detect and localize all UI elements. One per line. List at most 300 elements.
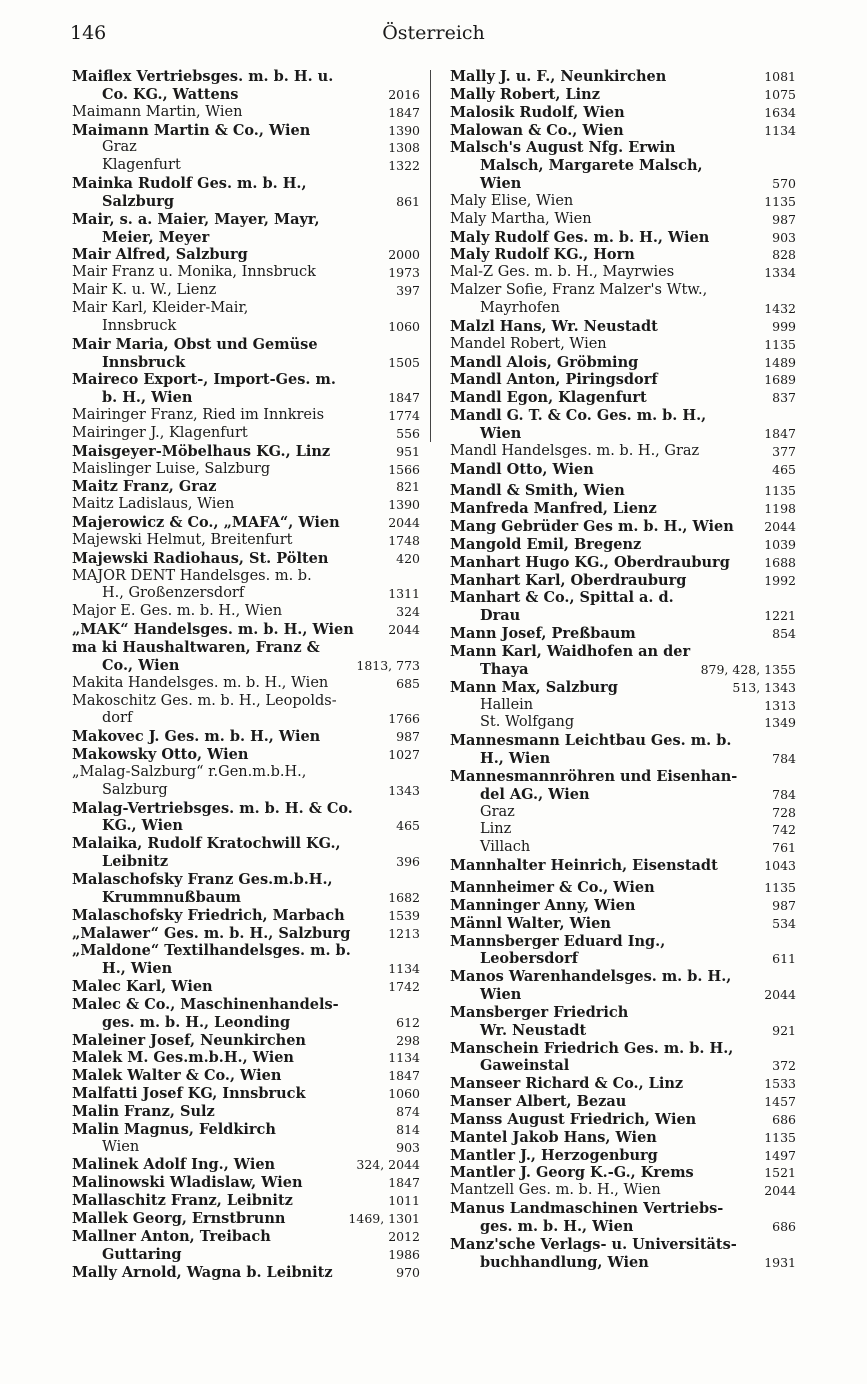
entry-name: Major E. Ges. m. b. H., Wien — [72, 603, 283, 620]
entry-continuation: buchhandlung, Wien — [480, 1253, 649, 1271]
entry-page-number: 465 — [769, 461, 796, 479]
entry-name: „Malag-Salzburg“ r.Gen.m.b.H., — [72, 763, 307, 780]
directory-entry — [450, 318, 796, 336]
entry-name: Manninger Anny, Wien — [450, 896, 636, 914]
entry-continuation: Linz — [480, 821, 512, 838]
directory-entry — [450, 86, 796, 104]
entry-page-number: 784 — [769, 786, 796, 804]
page-title: Österreich — [382, 22, 485, 44]
entry-page-number: 2012 — [385, 1228, 420, 1246]
entry-name: Malinowski Wladislaw, Wien — [72, 1174, 303, 1192]
entry-page-number: 1742 — [385, 978, 420, 996]
entry-page-number: 420 — [393, 550, 420, 568]
entry-continuation: Wien — [480, 175, 522, 193]
entry-name: Manos Warenhandelsges. m. b. H., — [450, 968, 732, 986]
entry-continuation: Salzburg — [102, 192, 175, 210]
entry-name: Mair Karl, Kleider-Mair, — [72, 299, 249, 316]
directory-entry — [450, 461, 796, 479]
entry-name: Malag-Vertriebsges. m. b. H. & Co. — [72, 799, 353, 817]
directory-entry — [72, 1264, 420, 1282]
entry-continuation: Innsbruck — [102, 353, 186, 371]
entry-continuation: Gaweinstal — [480, 1057, 570, 1075]
entry-name: Maly Martha, Wien — [450, 210, 592, 227]
entry-page-number: 2044 — [385, 621, 420, 639]
directory-entry — [450, 518, 796, 536]
entry-name: Mantler J. Georg K.-G., Krems — [450, 1164, 694, 1182]
right-column — [450, 68, 796, 1272]
directory-entry — [450, 679, 796, 697]
entry-continuation: H., Wien — [102, 960, 173, 978]
entry-page-number: 1060 — [385, 318, 420, 336]
entry-continuation: dorf — [102, 710, 133, 727]
entry-name: Maimann Martin & Co., Wien — [72, 121, 311, 139]
entry-name: Makoschitz Ges. m. b. H., Leopolds- — [72, 692, 337, 709]
entry-name: Mann Josef, Preßbaum — [450, 625, 636, 643]
entry-name: Mally Robert, Linz — [450, 85, 600, 103]
directory-entry — [72, 675, 420, 693]
entry-name: Mantzell Ges. m. b. H., Wien — [450, 1182, 661, 1199]
entry-page-number: 951 — [393, 443, 420, 461]
directory-entry — [72, 800, 420, 836]
entry-page-number: 1847 — [385, 389, 420, 407]
directory-entry — [72, 693, 420, 729]
entry-page-number: 903 — [393, 1139, 420, 1157]
entry-name: Makovec J. Ges. m. b. H., Wien — [72, 728, 321, 746]
entry-name: Maleiner Josef, Neunkirchen — [72, 1031, 306, 1049]
entry-name: Malfatti Josef KG, Innsbruck — [72, 1085, 306, 1103]
entry-page-number: 1075 — [761, 86, 796, 104]
entry-continuation: Meier, Meyer — [102, 228, 210, 246]
entry-continuation: b. H., Wien — [102, 389, 193, 407]
entry-name: Malosik Rudolf, Wien — [450, 103, 625, 121]
entry-page-number: 1198 — [761, 500, 796, 518]
entry-page-number: 2000 — [385, 246, 420, 264]
entry-page-number: 1043 — [761, 857, 796, 875]
entry-page-number: 1135 — [761, 1129, 796, 1147]
entry-continuation: Villach — [480, 839, 531, 856]
entry-page-number: 1349 — [761, 714, 796, 732]
entry-page-number: 1213 — [385, 925, 420, 943]
entry-name: Mairinger J., Klagenfurt — [72, 424, 248, 441]
entry-page-number: 1011 — [385, 1192, 420, 1210]
entry-page-number: 1931 — [761, 1254, 796, 1272]
entry-page-number: 570 — [769, 175, 796, 193]
entry-page-number: 1634 — [761, 104, 796, 122]
entry-name: Manus Landmaschinen Vertriebs- — [450, 1200, 724, 1218]
directory-entry — [450, 768, 796, 804]
directory-entry — [72, 1192, 420, 1210]
entry-page-number: 1457 — [761, 1093, 796, 1111]
directory-entry — [72, 1156, 420, 1174]
directory-entry — [72, 835, 420, 871]
entry-name: Mandl Handelsges. m. b. H., Graz — [450, 442, 700, 459]
directory-entry — [450, 1182, 796, 1200]
entry-page-number: 987 — [769, 897, 796, 915]
entry-page-number: 612 — [393, 1014, 420, 1032]
entry-page-number: 2044 — [761, 986, 796, 1004]
directory-entry — [72, 568, 420, 604]
entry-continuation: Hallein — [480, 696, 534, 713]
entry-page-number: 513, 1343 — [729, 679, 796, 697]
entry-name: Manhart Hugo KG., Oberdrauburg — [450, 553, 730, 571]
entry-page-number: 854 — [769, 625, 796, 643]
directory-entry — [450, 1129, 796, 1147]
entry-page-number: 1308 — [385, 139, 420, 157]
entry-name: Maiflex Vertriebsges. m. b. H. u. — [72, 68, 334, 85]
entry-continuation: Krummnußbaum — [102, 888, 241, 906]
entry-name: Malaika, Rudolf Kratochwill KG., — [72, 835, 341, 853]
directory-entry — [450, 1147, 796, 1165]
directory-entry — [72, 104, 420, 122]
entry-name: Maisgeyer-Möbelhaus KG., Linz — [72, 442, 331, 460]
directory-entry — [450, 68, 796, 86]
entry-page-number: 1505 — [385, 354, 420, 372]
entry-name: Malin Franz, Sulz — [72, 1102, 215, 1120]
directory-entry — [72, 425, 420, 443]
directory-entry — [72, 282, 420, 300]
directory-entry — [72, 1121, 420, 1139]
directory-entry — [450, 897, 796, 915]
entry-page-number: 921 — [769, 1022, 796, 1040]
directory-entry — [72, 407, 420, 425]
directory-entry — [450, 714, 796, 732]
entry-name: MAJOR DENT Handelsges. m. b. — [72, 567, 312, 584]
directory-entry — [450, 104, 796, 122]
directory-entry — [72, 1174, 420, 1192]
directory-entry — [72, 300, 420, 336]
entry-page-number: 1134 — [761, 122, 796, 140]
entry-name: Malaschofsky Friedrich, Marbach — [72, 906, 345, 924]
directory-entry — [450, 389, 796, 407]
entry-continuation: Wien — [102, 1138, 140, 1155]
entry-page-number: 1689 — [761, 371, 796, 389]
entry-continuation: Guttaring — [102, 1245, 182, 1263]
directory-entry — [450, 122, 796, 140]
entry-name: Makowsky Otto, Wien — [72, 746, 249, 764]
entry-page-number: 742 — [769, 821, 796, 839]
left-column — [72, 68, 420, 1281]
directory-entry — [450, 371, 796, 389]
directory-entry — [450, 572, 796, 590]
directory-entry — [450, 1200, 796, 1236]
entry-name: Maireco Export-, Import-Ges. m. — [72, 371, 336, 389]
directory-entry — [450, 968, 796, 1004]
entry-name: „MAK“ Handelsges. m. b. H., Wien — [72, 621, 354, 639]
directory-entry — [450, 139, 796, 193]
entry-page-number: 1847 — [761, 425, 796, 443]
entry-name: Mallaschitz Franz, Leibnitz — [72, 1192, 293, 1210]
entry-continuation: Co., Wien — [102, 656, 180, 674]
directory-entry — [72, 942, 420, 978]
entry-name: Manseer Richard & Co., Linz — [450, 1075, 684, 1093]
entry-name: Manhart Karl, Oberdrauburg — [450, 571, 687, 589]
directory-entry — [450, 839, 796, 857]
directory-entry — [450, 407, 796, 443]
entry-name: Mann Max, Salzburg — [450, 678, 618, 696]
entry-page-number: 1688 — [761, 554, 796, 572]
directory-entry — [72, 514, 420, 532]
directory-entry — [72, 550, 420, 568]
column-divider — [430, 70, 431, 442]
entry-page-number: 1432 — [761, 300, 796, 318]
entry-page-number: 861 — [393, 193, 420, 211]
entry-page-number: 1135 — [761, 482, 796, 500]
entry-name: Mantel Jakob Hans, Wien — [450, 1128, 657, 1146]
entry-continuation: KG., Wien — [102, 817, 183, 835]
directory-entry — [72, 175, 420, 211]
entry-name: Malinek Adolf Ing., Wien — [72, 1156, 276, 1174]
entry-continuation: H., Großenzersdorf — [102, 585, 245, 602]
directory-entry — [72, 461, 420, 479]
entry-page-number: 1813, 773 — [353, 657, 420, 675]
directory-entry — [450, 1111, 796, 1129]
entry-page-number: 1973 — [385, 264, 420, 282]
directory-entry — [72, 746, 420, 764]
entry-name: „Maldone“ Textilhandelsges. m. b. — [72, 942, 351, 960]
entry-page-number: 1135 — [761, 879, 796, 897]
entry-page-number: 1343 — [385, 782, 420, 800]
directory-entry — [72, 1103, 420, 1121]
entry-page-number: 874 — [393, 1103, 420, 1121]
entry-name: Mannesmannröhren und Eisenhan- — [450, 767, 738, 785]
entry-name: Mallner Anton, Treibach — [72, 1227, 271, 1245]
directory-entry — [72, 621, 420, 639]
entry-name: Mangold Emil, Bregenz — [450, 535, 642, 553]
entry-page-number: 611 — [769, 950, 796, 968]
entry-page-number: 1322 — [385, 157, 420, 175]
entry-continuation: ges. m. b. H., Wien — [480, 1218, 634, 1235]
entry-name: Mair, s. a. Maier, Mayer, Mayr, — [72, 210, 320, 228]
directory-entry — [450, 193, 796, 211]
entry-page-number: 828 — [769, 246, 796, 264]
directory-entry — [450, 554, 796, 572]
entry-name: Mair Franz u. Monika, Innsbruck — [72, 264, 316, 281]
entry-name: Mannhalter Heinrich, Eisenstadt — [450, 857, 718, 875]
entry-page-number: 324, 2044 — [353, 1156, 420, 1174]
entry-page-number: 903 — [769, 229, 796, 247]
entry-name: Maislinger Luise, Salzburg — [72, 460, 271, 477]
entry-page-number: 1134 — [385, 960, 420, 978]
entry-name: Malec Karl, Wien — [72, 978, 213, 996]
entry-name: Mair Maria, Obst und Gemüse — [72, 335, 318, 353]
entry-page-number: 397 — [393, 282, 420, 300]
entry-page-number: 728 — [769, 804, 796, 822]
entry-page-number: 1533 — [761, 1075, 796, 1093]
entry-name: Mairinger Franz, Ried im Innkreis — [72, 407, 325, 424]
directory-entry — [450, 1236, 796, 1272]
directory-entry — [72, 1049, 420, 1067]
entry-continuation: H., Wien — [480, 750, 551, 768]
entry-page-number: 821 — [393, 478, 420, 496]
directory-entry — [450, 536, 796, 554]
entry-name: Majerowicz & Co., „MAFA“, Wien — [72, 514, 340, 532]
entry-name: Makita Handelsges. m. b. H., Wien — [72, 674, 329, 691]
entry-name: Mang Gebrüder Ges m. b. H., Wien — [450, 518, 734, 536]
directory-entry — [72, 1085, 420, 1103]
entry-page-number: 1521 — [761, 1164, 796, 1182]
entry-name: Malek M. Ges.m.b.H., Wien — [72, 1049, 294, 1067]
entry-name: Mandel Robert, Wien — [450, 335, 607, 352]
entry-continuation: Wr. Neustadt — [480, 1021, 587, 1039]
entry-page-number: 814 — [393, 1121, 420, 1139]
directory-entry — [450, 821, 796, 839]
entry-name: „Malawer“ Ges. m. b. H., Salzburg — [72, 924, 351, 942]
entry-name: Mansberger Friedrich — [450, 1003, 629, 1021]
entry-page-number: 784 — [769, 750, 796, 768]
directory-entry — [72, 1067, 420, 1085]
entry-name: Malsch's August Nfg. Erwin — [450, 139, 676, 157]
entry-page-number: 2016 — [385, 86, 420, 104]
directory-entry — [72, 978, 420, 996]
directory-entry — [72, 478, 420, 496]
entry-continuation: Klagenfurt — [102, 157, 181, 174]
entry-name: Manschein Friedrich Ges. m. b. H., — [450, 1039, 734, 1057]
entry-page-number: 1847 — [385, 104, 420, 122]
entry-name: Maitz Franz, Graz — [72, 478, 217, 496]
directory-entry — [450, 336, 796, 354]
directory-entry — [72, 1210, 420, 1228]
directory-entry — [450, 482, 796, 500]
entry-name: Maly Elise, Wien — [450, 192, 574, 209]
entry-name: Malek Walter & Co., Wien — [72, 1067, 282, 1085]
entry-name: Mallek Georg, Ernstbrunn — [72, 1210, 286, 1227]
entry-name: Malec & Co., Maschinenhandels- — [72, 995, 339, 1013]
entry-page-number: 556 — [393, 425, 420, 443]
entry-name: Mandl & Smith, Wien — [450, 482, 625, 500]
entry-continuation: Innsbruck — [102, 317, 177, 334]
entry-page-number: 1081 — [761, 68, 796, 86]
entry-page-number: 837 — [769, 389, 796, 407]
entry-continuation: Graz — [480, 803, 515, 820]
directory-entry — [450, 1040, 796, 1076]
entry-page-number: 298 — [393, 1032, 420, 1050]
entry-page-number: 372 — [769, 1057, 796, 1075]
entry-page-number: 1390 — [385, 122, 420, 140]
entry-page-number: 1334 — [761, 264, 796, 282]
entry-continuation: del AG., Wien — [480, 785, 590, 803]
entry-continuation: Wien — [480, 986, 522, 1004]
entry-page-number: 970 — [393, 1264, 420, 1282]
directory-entry — [72, 211, 420, 247]
entry-name: Malin Magnus, Feldkirch — [72, 1120, 276, 1138]
entry-name: ma ki Haushaltwaren, Franz & — [72, 639, 320, 656]
directory-entry — [450, 697, 796, 715]
directory-entry — [450, 732, 796, 768]
directory-entry — [450, 354, 796, 372]
directory-entry — [450, 643, 796, 679]
entry-page-number: 1992 — [761, 572, 796, 590]
directory-entry — [450, 229, 796, 247]
entry-name: Malzer Sofie, Franz Malzer's Wtw., — [450, 282, 708, 299]
directory-entry — [450, 211, 796, 229]
entry-continuation: Leibnitz — [102, 853, 169, 871]
entry-page-number: 1134 — [385, 1049, 420, 1067]
directory-entry — [450, 264, 796, 282]
entry-page-number: 1489 — [761, 354, 796, 372]
entry-page-number: 1135 — [761, 336, 796, 354]
entry-page-number: 987 — [393, 728, 420, 746]
entry-name: Mandl Alois, Gröbming — [450, 353, 639, 371]
entry-name: Manfreda Manfred, Lienz — [450, 500, 657, 518]
directory-entry — [450, 1004, 796, 1040]
entry-page-number: 1539 — [385, 907, 420, 925]
directory-entry — [72, 728, 420, 746]
entry-page-number: 1774 — [385, 407, 420, 425]
directory-entry — [72, 1032, 420, 1050]
entry-name: Mally J. u. F., Neunkirchen — [450, 68, 667, 85]
directory-entry — [72, 443, 420, 461]
directory-entry — [72, 246, 420, 264]
entry-continuation: Co. KG., Wattens — [102, 85, 239, 103]
entry-page-number: 1497 — [761, 1147, 796, 1165]
entry-page-number: 1060 — [385, 1085, 420, 1103]
entry-continuation: Malsch, Margarete Malsch, — [480, 157, 703, 175]
entry-page-number: 534 — [769, 915, 796, 933]
entry-name: Mannsberger Eduard Ing., — [450, 932, 666, 950]
entry-page-number: 987 — [769, 211, 796, 229]
entry-name: Mainka Rudolf Ges. m. b. H., — [72, 175, 307, 193]
entry-name: Mandl Otto, Wien — [450, 460, 594, 478]
entry-page-number: 1766 — [385, 710, 420, 728]
directory-entry — [450, 589, 796, 625]
entry-page-number: 1847 — [385, 1067, 420, 1085]
entry-name: Malzl Hans, Wr. Neustadt — [450, 317, 658, 335]
entry-page-number: 2044 — [761, 1182, 796, 1200]
entry-page-number: 1039 — [761, 536, 796, 554]
entry-name: Maimann Martin, Wien — [72, 103, 243, 120]
entry-continuation: Thaya — [480, 660, 529, 678]
directory-entry — [72, 157, 420, 175]
entry-name: Mal-Z Ges. m. b. H., Mayrwies — [450, 264, 675, 281]
entry-page-number: 1748 — [385, 532, 420, 550]
entry-page-number: 465 — [393, 817, 420, 835]
directory-entry — [72, 925, 420, 943]
entry-continuation: St. Wolfgang — [480, 714, 575, 731]
entry-name: Mantler J., Herzogenburg — [450, 1146, 658, 1164]
directory-entry — [72, 603, 420, 621]
entry-name: Mandl Anton, Piringsdorf — [450, 371, 658, 389]
entry-continuation: Drau — [480, 607, 521, 625]
directory-entry — [72, 871, 420, 907]
entry-page-number: 1566 — [385, 461, 420, 479]
entry-name: Maly Rudolf Ges. m. b. H., Wien — [450, 228, 710, 246]
entry-page-number: 1390 — [385, 496, 420, 514]
entry-page-number: 377 — [769, 443, 796, 461]
entry-name: Maitz Ladislaus, Wien — [72, 496, 235, 513]
entry-continuation: Mayrhofen — [480, 299, 560, 316]
entry-page-number: 1986 — [385, 1246, 420, 1264]
entry-continuation: Salzburg — [102, 781, 168, 798]
entry-page-number: 685 — [393, 675, 420, 693]
entry-page-number: 324 — [393, 603, 420, 621]
directory-entry — [72, 907, 420, 925]
entry-name: Malaschofsky Franz Ges.m.b.H., — [72, 870, 333, 888]
entry-name: Malowan & Co., Wien — [450, 121, 624, 139]
directory-entry — [72, 496, 420, 514]
directory-entry — [450, 1164, 796, 1182]
entry-page-number: 1221 — [761, 607, 796, 625]
entry-name: Manss August Friedrich, Wien — [450, 1110, 697, 1128]
entry-page-number: 761 — [769, 839, 796, 857]
directory-entry — [72, 122, 420, 140]
page-number: 146 — [70, 22, 107, 44]
entry-page-number: 686 — [769, 1218, 796, 1236]
entry-page-number: 686 — [769, 1111, 796, 1129]
directory-entry — [450, 1075, 796, 1093]
entry-name: Mair K. u. W., Lienz — [72, 282, 217, 299]
directory-entry — [72, 996, 420, 1032]
entry-name: Manz'sche Verlags- u. Universitäts- — [450, 1235, 737, 1253]
